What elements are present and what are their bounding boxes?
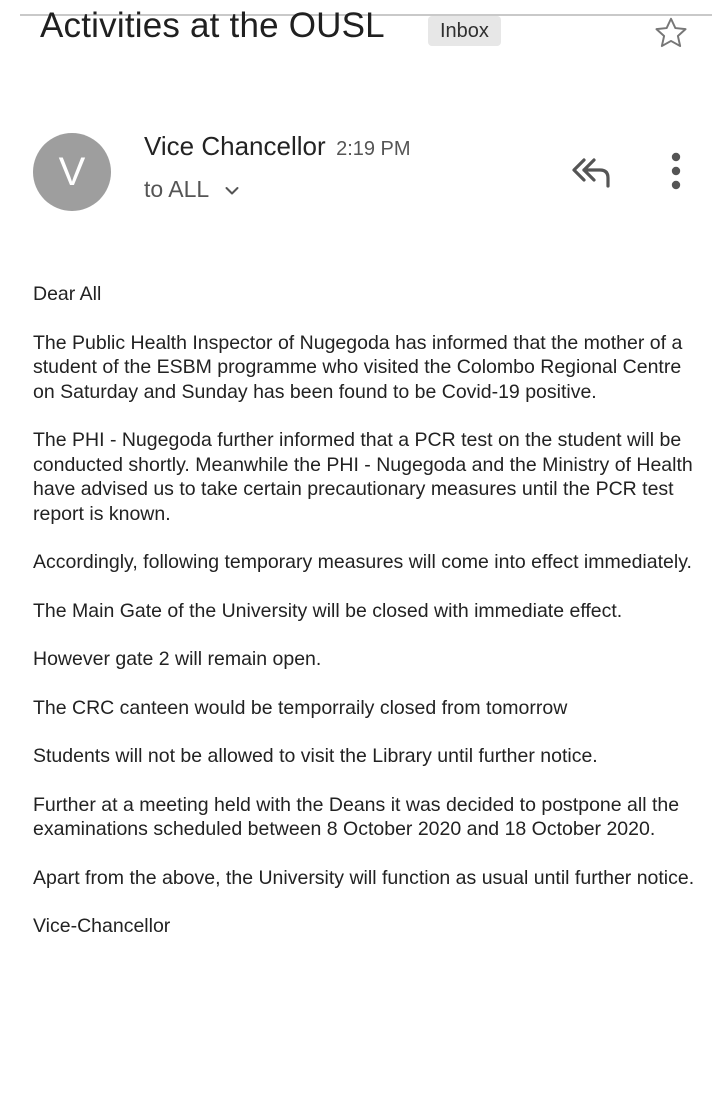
email-paragraph: However gate 2 will remain open. (33, 648, 322, 670)
star-outline-icon[interactable] (652, 15, 690, 51)
email-paragraph: Further at a meeting held with the Deans it was decided to postpone all the examinations scheduled between 8 October 2020 and 18 October 2020. (33, 793, 680, 840)
sender-name[interactable]: Vice Chancellor (144, 131, 326, 161)
email-paragraph: The Main Gate of the University will be closed with immediate effect. (33, 599, 623, 622)
recipients-toggle[interactable] (144, 176, 239, 203)
reply-all-icon[interactable] (568, 152, 614, 188)
email-signature: Vice-Chancellor (33, 915, 171, 937)
email-paragraph: The CRC canteen would be temporraily closed from tomorrow (33, 696, 568, 719)
email-paragraph: Students will not be allowed to visit the Library until further notice. (33, 745, 598, 767)
avatar[interactable]: V (33, 133, 111, 211)
sent-time: 2:19 PM (336, 138, 411, 160)
email-paragraph: Accordingly, following temporary measures will come into effect immediately. (33, 551, 692, 573)
email-paragraph: Apart from the above, the University will function as usual until further notice. (33, 866, 695, 889)
sender-line (144, 131, 411, 162)
chevron-down-icon (225, 186, 239, 196)
recipients-label: to ALL (144, 176, 209, 202)
more-vert-icon[interactable] (660, 150, 692, 192)
inbox-label-chip[interactable]: Inbox (428, 16, 501, 46)
email-paragraph: The PHI - Nugegoda further informed that a PCR test on the student will be conducted shortly. Meanwhile the PHI - Nugegoda and the Ministry of Health have advised us to take certain precautionary measures until the PCR test report is known. (33, 429, 693, 525)
email-greeting: Dear All (33, 283, 102, 305)
email-paragraph: The Public Health Inspector of Nugegoda has informed that the mother of a student of the ESBM programme who visited the Colombo Regional Centre on Saturday and Sunday has been found to be Covid-19 positive. (33, 331, 683, 403)
email-subject: Activities at the OUSL (40, 6, 385, 45)
email-body (33, 282, 703, 963)
